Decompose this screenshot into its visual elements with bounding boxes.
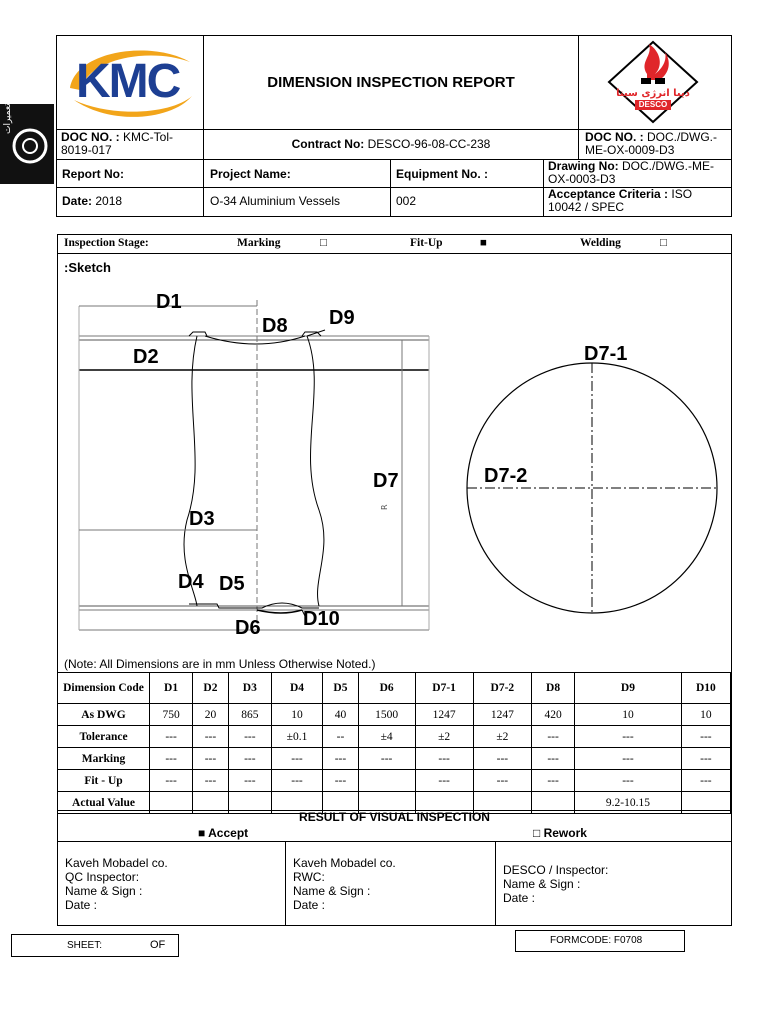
desco-logo — [605, 38, 701, 126]
table-cell: 10 — [575, 704, 682, 726]
doc-no2-value-2: ME-OX-0009-D3 — [585, 143, 675, 157]
sheet-label: SHEET: — [67, 940, 103, 951]
project-label: Project Name: — [210, 167, 291, 181]
table-cell: 10 — [271, 704, 322, 726]
table-header-cell: D2 — [193, 673, 229, 704]
signature-rwc-line: Kaveh Mobadel co. — [293, 856, 396, 870]
table-row-label: Fit - Up — [58, 770, 150, 792]
stage-welding-checkbox[interactable]: □ — [660, 237, 667, 249]
svg-text:دیبا انرژی سینا: دیبا انرژی سینا — [616, 88, 690, 99]
contract-no — [204, 137, 578, 151]
acceptance-value-2: 10042 / SPEC — [548, 200, 625, 214]
table-header-cell: D7-1 — [415, 673, 473, 704]
drawing-value-2: OX-0003-D3 — [548, 172, 616, 186]
table-header-cell: Dimension Code — [58, 673, 150, 704]
table-cell: --- — [150, 726, 193, 748]
sketch-label-d2: D2 — [133, 346, 159, 368]
table-row-label: Actual Value — [58, 792, 150, 814]
table-cell: --- — [575, 748, 682, 770]
report-no-label: Report No: — [62, 167, 124, 181]
formcode-box — [515, 930, 685, 952]
doc-no-value-2: 8019-017 — [61, 143, 112, 157]
table-cell: 420 — [532, 704, 575, 726]
table-header-cell: D8 — [532, 673, 575, 704]
table-cell: 1247 — [473, 704, 531, 726]
table-cell: --- — [532, 770, 575, 792]
doc-no — [61, 131, 201, 157]
table-cell: --- — [323, 748, 359, 770]
table-header-row — [58, 673, 731, 704]
svg-text:تعمیرات: تعمیرات — [3, 104, 13, 134]
table-row — [58, 770, 731, 792]
stage-welding-label: Welding — [580, 237, 621, 249]
table-header-cell: D4 — [271, 673, 322, 704]
signature-rwc-line: RWC: — [293, 870, 325, 884]
acceptance-criteria — [548, 188, 730, 214]
stage-marking-label: Marking — [237, 237, 281, 249]
contract-value: DESCO-96-08-CC-238 — [367, 137, 491, 151]
dimension-note: (Note: All Dimensions are in mm Unless Otherwise Noted.) — [64, 657, 376, 671]
table-cell: --- — [415, 748, 473, 770]
date-value: 2018 — [95, 194, 123, 208]
table-cell: --- — [193, 748, 229, 770]
signature-desco-line: DESCO / Inspector: — [503, 863, 609, 877]
sketch-label-d7: D7 — [373, 470, 399, 492]
table-cell: 1247 — [415, 704, 473, 726]
table-cell: --- — [681, 748, 730, 770]
doc-no-value-1: KMC-Tol- — [123, 130, 174, 144]
of-label: OF — [150, 939, 166, 951]
signature-qc-line: Date : — [65, 898, 98, 912]
dimension-table — [57, 672, 731, 814]
rework-checkbox[interactable]: □ Rework — [533, 826, 587, 840]
sketch-label-d10: D10 — [303, 608, 340, 630]
table-cell: 1500 — [358, 704, 415, 726]
table-header-cell: D5 — [323, 673, 359, 704]
sketch-label-d1: D1 — [156, 291, 182, 313]
doc-no-2 — [585, 131, 730, 157]
table-cell: --- — [193, 726, 229, 748]
signature-rwc — [293, 856, 396, 912]
signature-desco-line: Name & Sign : — [503, 877, 581, 891]
sketch-label-d9: D9 — [329, 307, 355, 329]
table-cell: ±4 — [358, 726, 415, 748]
table-cell: ±2 — [473, 726, 531, 748]
sketch-label-d3: D3 — [189, 508, 215, 530]
table-header-cell: D1 — [150, 673, 193, 704]
table-cell: --- — [150, 748, 193, 770]
table-cell: --- — [150, 770, 193, 792]
stage-fitup-label: Fit-Up — [410, 237, 443, 249]
signature-qc-line: QC Inspector: — [65, 870, 140, 884]
stage-fitup-checkbox[interactable]: ■ — [480, 237, 487, 249]
acceptance-value-1: ISO — [671, 187, 693, 201]
table-cell: --- — [473, 748, 531, 770]
table-row-label: As DWG — [58, 704, 150, 726]
table-row — [58, 726, 731, 748]
table-cell: --- — [228, 770, 271, 792]
table-cell: --- — [228, 726, 271, 748]
table-cell: --- — [532, 748, 575, 770]
sketch-label-d7-1: D7-1 — [584, 343, 628, 365]
equipment-value: 002 — [396, 194, 417, 208]
accept-checkbox[interactable]: ■ Accept — [198, 826, 249, 840]
signature-rwc-line: Name & Sign : — [293, 884, 371, 898]
result-title: RESULT OF VISUAL INSPECTION — [299, 810, 490, 824]
sketch-label-d8: D8 — [262, 315, 288, 337]
svg-text:R: R — [380, 504, 389, 510]
signature-desco-line: Date : — [503, 891, 536, 905]
drawing-label: Drawing No: — [548, 159, 619, 173]
sketch-title: :Sketch — [64, 260, 111, 275]
table-cell: --- — [271, 748, 322, 770]
project-value: O-34 Aluminium Vessels — [210, 194, 341, 208]
table-cell: --- — [473, 770, 531, 792]
formcode: FORMCODE: F0708 — [550, 935, 643, 946]
contract-label: Contract No: — [291, 137, 365, 151]
table-row-label: Tolerance — [58, 726, 150, 748]
table-header-cell: D6 — [358, 673, 415, 704]
inspection-stage-label: Inspection Stage: — [64, 237, 149, 249]
table-row — [58, 704, 731, 726]
drawing-no — [548, 160, 730, 186]
doc-no2-value-1: DOC./DWG.- — [647, 130, 718, 144]
table-cell — [358, 770, 415, 792]
report-title: DIMENSION INSPECTION REPORT — [267, 74, 515, 91]
table-row — [58, 748, 731, 770]
acceptance-label: Acceptance Criteria : — [548, 187, 669, 201]
signature-desco — [503, 863, 608, 905]
doc-no-label: DOC NO. : — [61, 130, 120, 144]
desco-logo-text: DESCO — [638, 100, 668, 109]
doc-no2-label: DOC NO. : — [585, 130, 644, 144]
table-header-cell: D9 — [575, 673, 682, 704]
kmc-logo — [62, 40, 198, 124]
table-cell: --- — [228, 748, 271, 770]
table-header-cell: D10 — [681, 673, 730, 704]
table-header-cell: D3 — [228, 673, 271, 704]
side-stamp-icon — [0, 104, 54, 184]
table-cell: --- — [575, 770, 682, 792]
sketch-label-d7-2: D7-2 — [484, 465, 528, 487]
table-cell: --- — [681, 726, 730, 748]
table-cell: 10 — [681, 704, 730, 726]
table-cell: 20 — [193, 704, 229, 726]
table-cell: 865 — [228, 704, 271, 726]
table-cell: ±2 — [415, 726, 473, 748]
table-cell: 750 — [150, 704, 193, 726]
table-cell: ±0.1 — [271, 726, 322, 748]
table-cell: --- — [415, 770, 473, 792]
sketch-label-d4: D4 — [178, 571, 204, 593]
table-cell: --- — [681, 770, 730, 792]
sheet-box — [11, 934, 179, 957]
date-field — [62, 194, 122, 208]
table-cell: --- — [575, 726, 682, 748]
table-cell: --- — [271, 770, 322, 792]
table-row-label: Marking — [58, 748, 150, 770]
table-cell: 40 — [323, 704, 359, 726]
table-cell: -- — [323, 726, 359, 748]
table-header-cell: D7-2 — [473, 673, 531, 704]
sketch-label-d5: D5 — [219, 573, 245, 595]
table-cell[interactable]: 9.2-10.15 — [575, 792, 682, 814]
signature-qc — [65, 856, 168, 912]
equipment-label: Equipment No. : — [396, 167, 488, 181]
table-cell: --- — [358, 748, 415, 770]
side-stamp — [0, 104, 54, 184]
stage-marking-checkbox[interactable]: □ — [320, 237, 327, 249]
signature-qc-line: Name & Sign : — [65, 884, 143, 898]
table-cell: --- — [532, 726, 575, 748]
table-cell: --- — [323, 770, 359, 792]
inspection-stage — [64, 237, 724, 249]
drawing-value-1: DOC./DWG.-ME- — [622, 159, 715, 173]
signature-rwc-line: Date : — [293, 898, 326, 912]
kmc-logo-text: KMC — [76, 55, 180, 108]
sketch-label-d6: D6 — [235, 617, 261, 639]
table-cell: --- — [193, 770, 229, 792]
date-label: Date: — [62, 194, 93, 208]
signature-qc-line: Kaveh Mobadel co. — [65, 856, 168, 870]
